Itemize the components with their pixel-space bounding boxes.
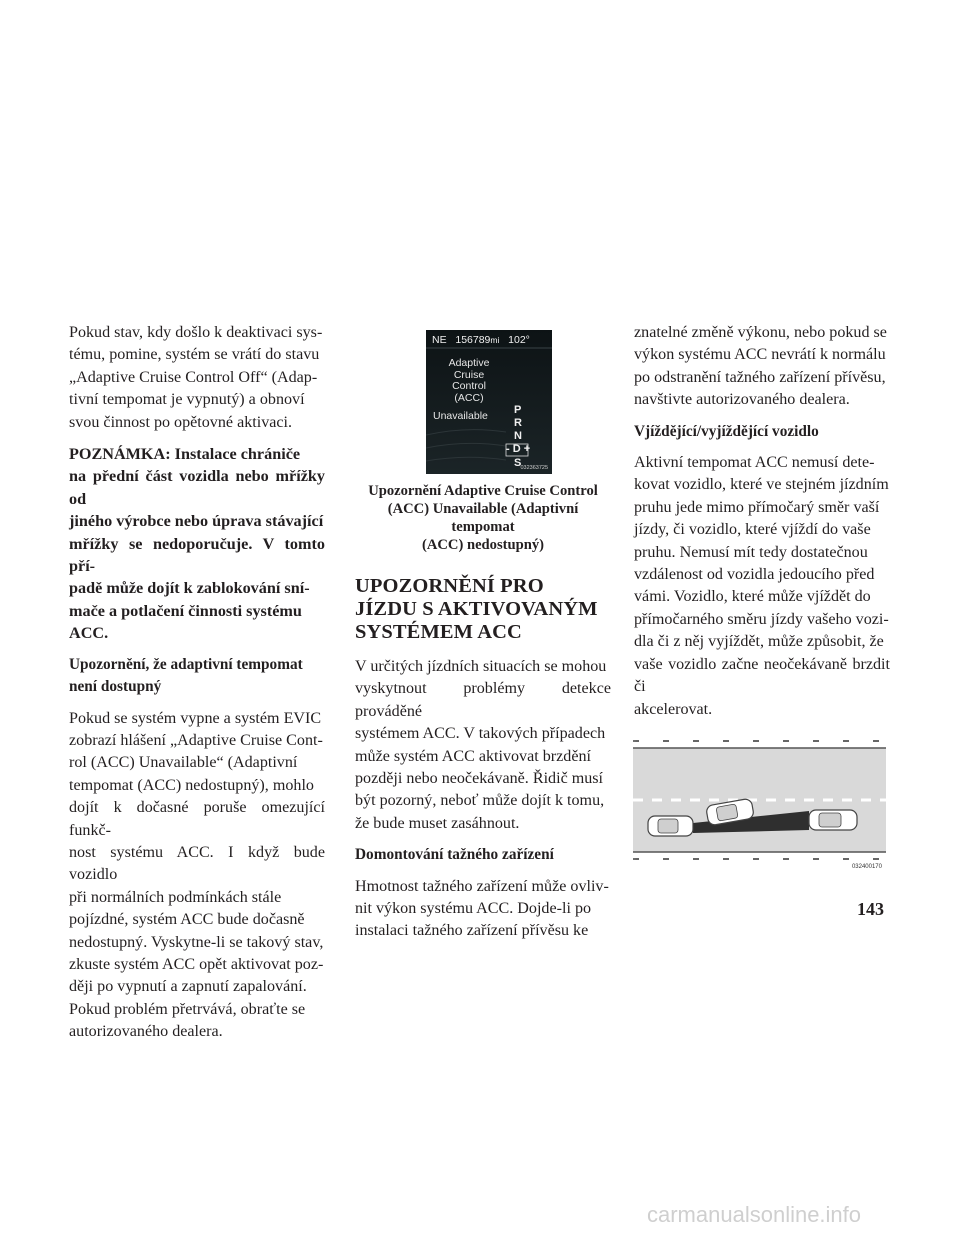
odometer-value: 156789: [455, 334, 491, 346]
subheading-acc-unavailable: Upozornění, že adaptivní tempomat není dostupný: [69, 655, 303, 696]
figure-code: 032400170: [851, 863, 882, 870]
paragraph-towing-continued: znatelné změně výkonu, nebo pokud se výkon systému ACC nevrátí k normálu po odstranění tažného zařízení přívěsu, navštivte autorizovaného dealera.: [634, 324, 887, 409]
column-left: [69, 322, 325, 1053]
outside-temperature: 102°: [508, 334, 530, 346]
gear-s: S: [514, 457, 522, 469]
compass-direction: NE: [432, 334, 447, 346]
gear-p: P: [514, 404, 522, 416]
unavailable-label: Unavailable: [433, 410, 488, 422]
own-vehicle-icon: [648, 816, 693, 836]
column-right: [634, 322, 890, 874]
column-middle: [355, 322, 611, 952]
subheading-cut-in: Vjíždějící/vyjíždějící vozidlo: [634, 422, 819, 440]
page-number: 143: [857, 899, 884, 919]
figure-code: 032363725: [520, 465, 548, 471]
road-diagram-icon: [633, 730, 886, 874]
gear-n: N: [514, 430, 522, 442]
section-heading: UPOZORNĚNÍ PRO JÍZDU S AKTIVOVANÝM SYSTÉMEM ACC: [355, 575, 598, 643]
acc-message: Adaptive Cruise Control (ACC): [448, 357, 490, 404]
paragraph-deactivation: Pokud stav, kdy došlo k deaktivaci sys- tému, pomine, systém se vrátí do stavu „Adaptive Cruise Control Off“ (Adap- tivní tempomat je vypnutý) a obnoví svou činnost po opětovné aktivaci.: [69, 324, 323, 431]
note-grille-warning: POZNÁMKA: Instalace chrániče na přední část vozidla nebo mřížky od jiného výrobce nebo úprava stávající mřížky se nedoporučuje. V tomto pří- padě může dojít k zablokování sní- mače a potlačení činnosti systému ACC.: [69, 445, 325, 643]
watermark: carmanualsonline.info: [647, 1202, 862, 1227]
lane-change-illustration: [633, 730, 886, 874]
acc-unavailable-display-figure: [426, 330, 552, 474]
status-bar: [432, 334, 530, 346]
gear-d: - D +: [506, 443, 531, 455]
paragraph-towing: Hmotnost tažného zařízení může ovliv- nit výkon systému ACC. Dojde-li po instalaci tažného zařízení přívěsu ke: [355, 877, 609, 940]
odometer-unit: mi: [490, 335, 500, 345]
subheading-towing: Domontování tažného zařízení: [355, 846, 554, 864]
gear-r: R: [514, 417, 522, 429]
paragraph-cut-in: Aktivní tempomat ACC nemusí dete- kovat vozidlo, které ve stejném jízdním pruhu jede mimo přímočarý směr vaší jízdy, či vozidlo, které vjíždí do vaše pruhu. Nemusí mít tedy dostatečnou vzdálenost od vozidla jedoucího před vámi. Vozidlo, které může vjíždět do přímočarného směru jízdy vašeho vozi- dla či z něj vyjíždět, může způsobit, že vaše vozidlo začne neočekávaně brzdit či akcelerovat.: [634, 454, 890, 718]
paragraph-detection-issues: V určitých jízdních situacích se mohou vyskytnout problémy detekce prováděné systémem ACC. V takových případech může systém ACC aktivovat brzdění později nebo neočekávaně. Řidič musí být pozorný, neboť může dojít k tomu, že bude muset zasáhnout.: [355, 658, 611, 832]
paragraph-acc-unavailable: Pokud se systém vypne a systém EVIC zobrazí hlášení „Adaptive Cruise Cont- rol (ACC) Unavailable“ (Adaptivní tempomat (ACC) nedostupný), mohlo dojít k dočasné poruše omezující funkč- nost systému ACC. I když bude vozidlo při normálních podmínkách stále pojízdné, systém ACC bude dočasně nedostupný. Vyskytne-li se takový stav, zkuste systém ACC opět aktivovat poz- ději po vypnutí a zapnutí zapalování. Pokud problém přetrvává, obraťte se autorizovaného dealera.: [69, 709, 325, 1041]
figure-caption: Upozornění Adaptive Cruise Control (ACC) Unavailable (Adaptivní tempomat (ACC) nedostupný): [368, 483, 598, 553]
lead-vehicle-icon: [809, 810, 857, 830]
